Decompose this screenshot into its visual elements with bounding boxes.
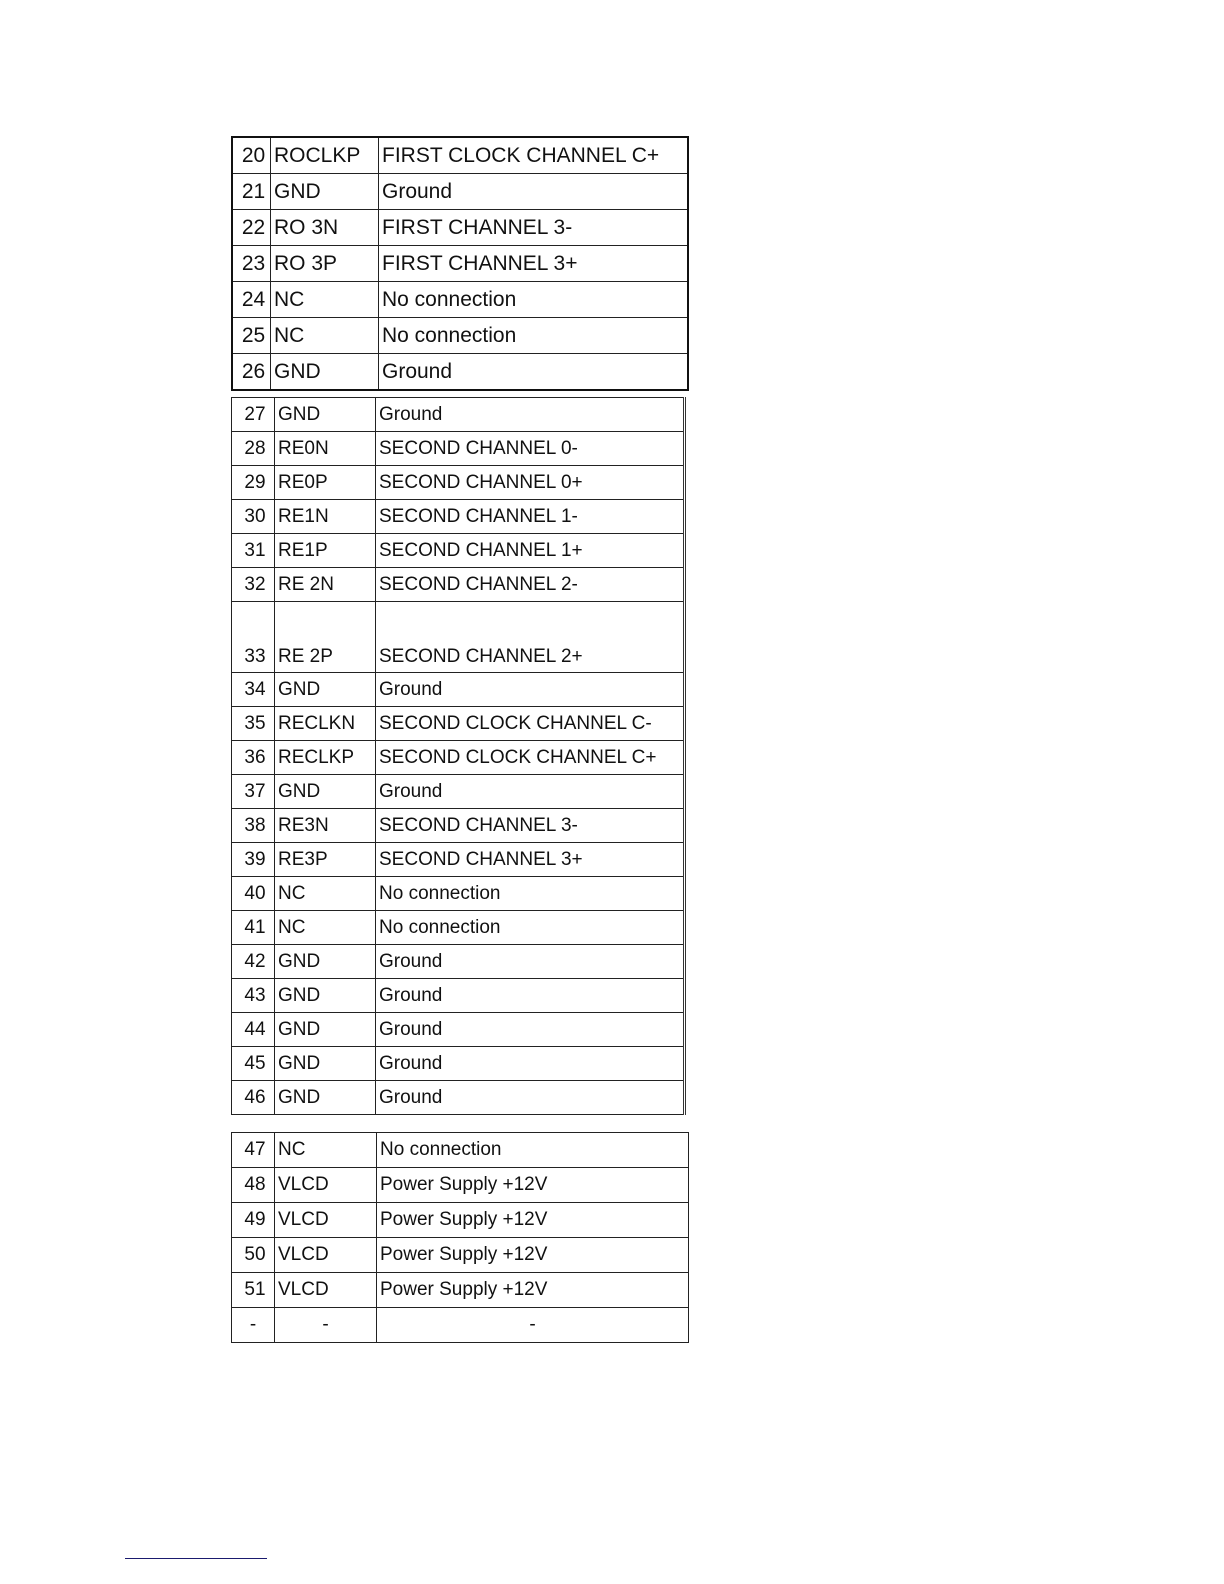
pin-number-cell: 27 bbox=[232, 398, 275, 432]
description-cell: SECOND CHANNEL 1- bbox=[376, 500, 685, 534]
description-cell: Ground bbox=[376, 1013, 685, 1047]
pin-number-cell: 38 bbox=[232, 809, 275, 843]
table-row bbox=[232, 466, 685, 500]
pin-number-cell: 26 bbox=[232, 354, 271, 391]
signal-name-cell: VLCD bbox=[275, 1273, 377, 1308]
pin-number-cell: 43 bbox=[232, 979, 275, 1013]
pin-table-section-b bbox=[231, 397, 686, 1115]
table-row bbox=[232, 741, 685, 775]
description-cell: SECOND CLOCK CHANNEL C+ bbox=[376, 741, 685, 775]
signal-name-cell: RE 2P bbox=[275, 602, 376, 673]
description-cell: FIRST CHANNEL 3- bbox=[379, 210, 689, 246]
table-row bbox=[232, 979, 685, 1013]
pin-number-cell: 42 bbox=[232, 945, 275, 979]
table-row bbox=[232, 500, 685, 534]
signal-name-cell: GND bbox=[275, 1047, 376, 1081]
table-row bbox=[232, 246, 688, 282]
description-cell: Power Supply +12V bbox=[377, 1273, 689, 1308]
description-cell: SECOND CHANNEL 2- bbox=[376, 568, 685, 602]
table-row bbox=[232, 398, 685, 432]
signal-name-cell: GND bbox=[275, 398, 376, 432]
table-row bbox=[232, 210, 688, 246]
pin-number-cell: 24 bbox=[232, 282, 271, 318]
table-row bbox=[232, 1013, 685, 1047]
table-row bbox=[232, 775, 685, 809]
signal-name-cell: RE0N bbox=[275, 432, 376, 466]
pin-number-cell: 23 bbox=[232, 246, 271, 282]
signal-name-cell: GND bbox=[275, 775, 376, 809]
pin-number-cell: 44 bbox=[232, 1013, 275, 1047]
pin-number-cell: 50 bbox=[232, 1238, 275, 1273]
signal-name-cell: RO 3N bbox=[271, 210, 379, 246]
signal-name-cell: GND bbox=[271, 174, 379, 210]
table-row bbox=[232, 673, 685, 707]
description-cell: SECOND CHANNEL 0+ bbox=[376, 466, 685, 500]
description-cell: No connection bbox=[379, 318, 689, 354]
table-row bbox=[232, 1047, 685, 1081]
pin-number-cell: 46 bbox=[232, 1081, 275, 1115]
signal-name-cell: ROCLKP bbox=[271, 137, 379, 174]
signal-name-cell: VLCD bbox=[275, 1168, 377, 1203]
description-cell: Ground bbox=[376, 1081, 685, 1115]
pin-number-cell: 29 bbox=[232, 466, 275, 500]
signal-name-cell: RO 3P bbox=[271, 246, 379, 282]
table-row bbox=[232, 1238, 689, 1273]
signal-name-cell: GND bbox=[275, 945, 376, 979]
description-cell: SECOND CHANNEL 2+ bbox=[376, 602, 685, 673]
table-row bbox=[232, 137, 688, 174]
table-row bbox=[232, 911, 685, 945]
description-cell: SECOND CLOCK CHANNEL C- bbox=[376, 707, 685, 741]
description-cell: No connection bbox=[376, 877, 685, 911]
table-row bbox=[232, 318, 688, 354]
table-row bbox=[232, 1081, 685, 1115]
pin-number-cell: 35 bbox=[232, 707, 275, 741]
description-cell: Ground bbox=[376, 398, 685, 432]
table-row bbox=[232, 1273, 689, 1308]
signal-name-cell: RE3P bbox=[275, 843, 376, 877]
pin-number-cell: 41 bbox=[232, 911, 275, 945]
table-row bbox=[232, 534, 685, 568]
table-row bbox=[232, 1168, 689, 1203]
description-cell: - bbox=[377, 1308, 689, 1343]
pin-number-cell: 47 bbox=[232, 1133, 275, 1168]
description-cell: No connection bbox=[379, 282, 689, 318]
table-row bbox=[232, 877, 685, 911]
pin-number-cell: 25 bbox=[232, 318, 271, 354]
pin-number-cell: 21 bbox=[232, 174, 271, 210]
table-row bbox=[232, 1133, 689, 1168]
pin-number-cell: 45 bbox=[232, 1047, 275, 1081]
signal-name-cell: NC bbox=[271, 282, 379, 318]
signal-name-cell: GND bbox=[275, 1081, 376, 1115]
pin-number-cell: 20 bbox=[232, 137, 271, 174]
table-row bbox=[232, 707, 685, 741]
description-cell: Ground bbox=[376, 945, 685, 979]
signal-name-cell: VLCD bbox=[275, 1203, 377, 1238]
description-cell: SECOND CHANNEL 3- bbox=[376, 809, 685, 843]
description-cell: SECOND CHANNEL 0- bbox=[376, 432, 685, 466]
description-cell: SECOND CHANNEL 3+ bbox=[376, 843, 685, 877]
pin-number-cell: - bbox=[232, 1308, 275, 1343]
pin-number-cell: 30 bbox=[232, 500, 275, 534]
description-cell: Ground bbox=[376, 979, 685, 1013]
signal-name-cell: RE3N bbox=[275, 809, 376, 843]
description-cell: Ground bbox=[376, 1047, 685, 1081]
description-cell: Power Supply +12V bbox=[377, 1203, 689, 1238]
table-row bbox=[232, 809, 685, 843]
description-cell: Ground bbox=[379, 354, 689, 391]
description-cell: FIRST CLOCK CHANNEL C+ bbox=[379, 137, 689, 174]
description-cell: Power Supply +12V bbox=[377, 1168, 689, 1203]
signal-name-cell: RE1P bbox=[275, 534, 376, 568]
table-row bbox=[232, 174, 688, 210]
description-cell: Ground bbox=[379, 174, 689, 210]
signal-name-cell: RE0P bbox=[275, 466, 376, 500]
signal-name-cell: RE1N bbox=[275, 500, 376, 534]
table-row bbox=[232, 568, 685, 602]
pin-number-cell: 34 bbox=[232, 673, 275, 707]
table-row bbox=[232, 1308, 689, 1343]
description-cell: Ground bbox=[376, 673, 685, 707]
table-row bbox=[232, 354, 688, 391]
table-row bbox=[232, 843, 685, 877]
description-cell: No connection bbox=[377, 1133, 689, 1168]
pin-number-cell: 39 bbox=[232, 843, 275, 877]
pin-number-cell: 31 bbox=[232, 534, 275, 568]
signal-name-cell: NC bbox=[275, 911, 376, 945]
pin-number-cell: 33 bbox=[232, 602, 275, 673]
pin-number-cell: 40 bbox=[232, 877, 275, 911]
pin-number-cell: 48 bbox=[232, 1168, 275, 1203]
pin-number-cell: 49 bbox=[232, 1203, 275, 1238]
signal-name-cell: GND bbox=[275, 1013, 376, 1047]
pin-number-cell: 37 bbox=[232, 775, 275, 809]
description-cell: No connection bbox=[376, 911, 685, 945]
pin-number-cell: 32 bbox=[232, 568, 275, 602]
description-cell: Ground bbox=[376, 775, 685, 809]
signal-name-cell: RE 2N bbox=[275, 568, 376, 602]
pin-number-cell: 51 bbox=[232, 1273, 275, 1308]
table-row bbox=[232, 282, 688, 318]
signal-name-cell: GND bbox=[271, 354, 379, 391]
signal-name-cell: RECLKN bbox=[275, 707, 376, 741]
signal-name-cell: GND bbox=[275, 673, 376, 707]
signal-name-cell: GND bbox=[275, 979, 376, 1013]
pin-number-cell: 28 bbox=[232, 432, 275, 466]
pin-number-cell: 22 bbox=[232, 210, 271, 246]
footnote-separator-line bbox=[125, 1558, 267, 1559]
pin-table-section-c bbox=[231, 1132, 689, 1343]
description-cell: Power Supply +12V bbox=[377, 1238, 689, 1273]
description-cell: SECOND CHANNEL 1+ bbox=[376, 534, 685, 568]
table-row bbox=[232, 432, 685, 466]
table-row bbox=[232, 1203, 689, 1238]
description-cell: FIRST CHANNEL 3+ bbox=[379, 246, 689, 282]
pin-number-cell: 36 bbox=[232, 741, 275, 775]
signal-name-cell: NC bbox=[275, 1133, 377, 1168]
signal-name-cell: NC bbox=[271, 318, 379, 354]
table-row bbox=[232, 602, 685, 673]
table-row bbox=[232, 945, 685, 979]
signal-name-cell: - bbox=[275, 1308, 377, 1343]
signal-name-cell: NC bbox=[275, 877, 376, 911]
signal-name-cell: RECLKP bbox=[275, 741, 376, 775]
signal-name-cell: VLCD bbox=[275, 1238, 377, 1273]
pin-table-section-a bbox=[231, 136, 689, 391]
